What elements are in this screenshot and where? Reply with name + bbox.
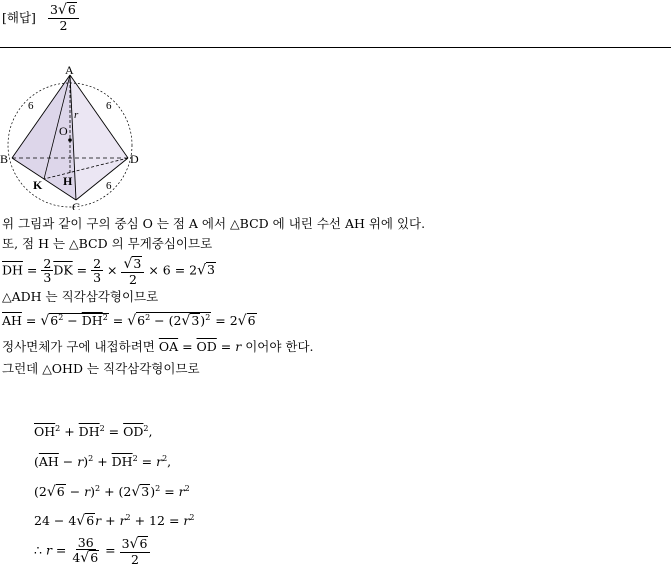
text-line-6: 정사면체가 구에 내접하려면 $\overline{OA} = \overline{OD} = r$ 이어야 한다. xyxy=(2,339,314,354)
math-line-dh: $\overline{DH}$ = $\frac{2}{3}$ $\overline{DK}$ = $\frac{2}{3}$ × $\frac{√3}{2}$ × 6 = 2√3 xyxy=(2,256,215,287)
vertex-label-d: D xyxy=(130,152,139,166)
equation-3: $(2√6 - r)^2 + (2√3)^2 = r^2$ xyxy=(34,484,190,501)
answer-value: $\frac{3√6}{2}$ xyxy=(48,2,79,32)
equation-4: $24 - 4√6r + r^2 + 12 = r^2$ xyxy=(34,513,195,530)
tetrahedron-figure xyxy=(0,65,150,210)
center-label-o: O xyxy=(59,124,68,138)
edge-label-ab: 6 xyxy=(28,100,34,112)
equation-2: $(\overline{AH} - r)^2 + \overline{DH}^2 = r^2$, xyxy=(34,454,172,470)
equation-5: ∴ r = $\frac{36}{4√6}$ = $\frac{3√6}{2}$ xyxy=(34,536,150,566)
vertex-label-b: B xyxy=(0,152,9,166)
point-label-k: K xyxy=(33,178,43,192)
header-divider xyxy=(0,47,671,48)
equation-1: $\overline{OH}^2 + \overline{DH}^2 = \overline{OD}^2$, xyxy=(34,424,153,440)
text-line-1: 위 그림과 같이 구의 중심 O 는 점 A 에서 △BCD 에 내린 수선 AH 위에 있다. xyxy=(2,216,426,231)
math-line-ah: $\overline{AH} = √6^2 - \overline{DH}^2 = √6^2 - (2√3)^2 = 2√6$ xyxy=(2,312,256,329)
edge-label-cd: 6 xyxy=(106,180,112,192)
text-line-7: 그런데 △OHD 는 직각삼각형이므로 xyxy=(2,361,200,376)
answer-label: [해답] xyxy=(2,10,36,25)
foot-label-h: H xyxy=(63,174,73,188)
text-line-4: △ADH 는 직각삼각형이므로 xyxy=(2,289,159,304)
vertex-label-c: C xyxy=(72,200,81,210)
edge-label-ad: 6 xyxy=(106,100,112,112)
text-line-2: 또, 점 H 는 △BCD 의 무게중심이므로 xyxy=(2,236,213,251)
radius-label-r: r xyxy=(74,109,79,121)
vertex-label-a: A xyxy=(65,65,74,77)
